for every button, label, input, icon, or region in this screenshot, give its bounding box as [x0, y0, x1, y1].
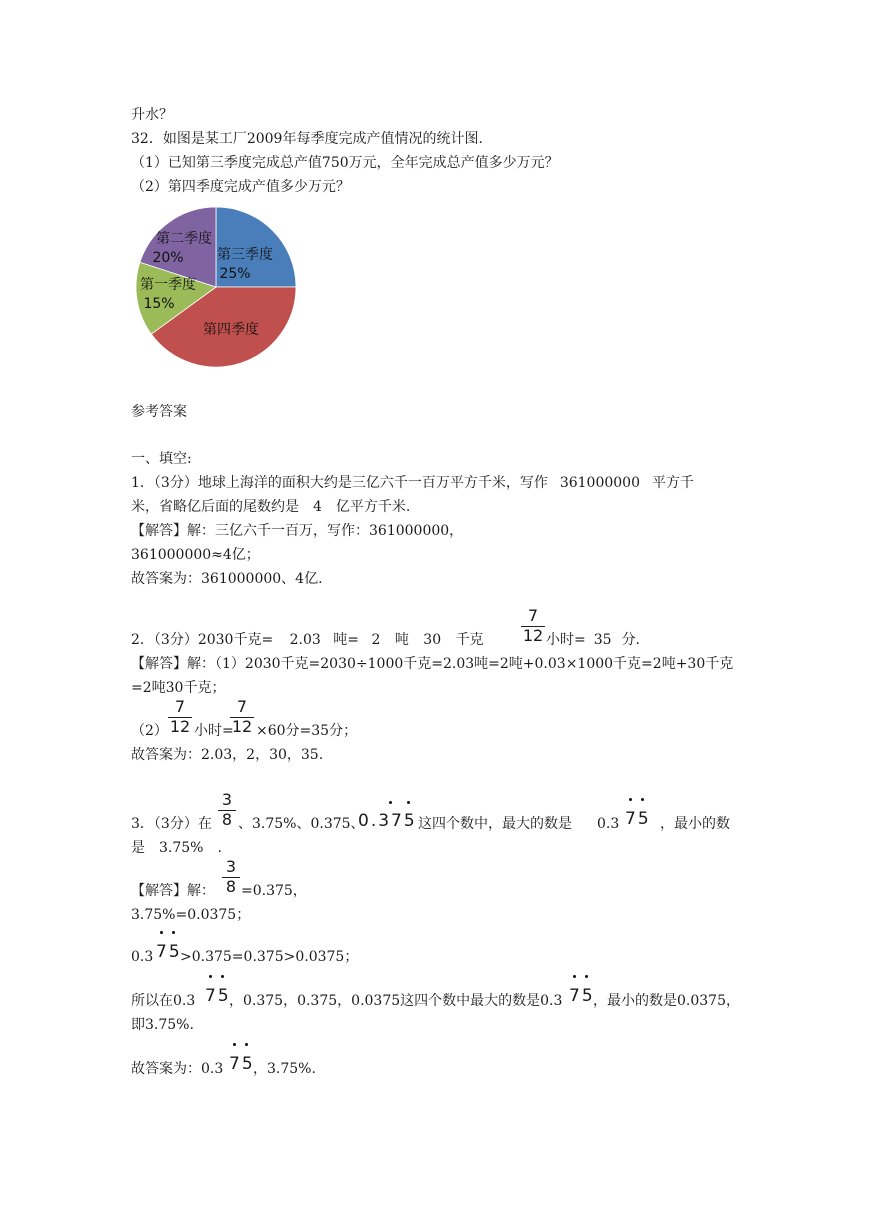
fraction-seven-twelfths: 7 12	[522, 606, 544, 645]
q2-solution-3-end: ×60分=35分；	[256, 723, 358, 739]
fraction-three-eighths: 3 8	[222, 858, 240, 896]
fraction-three-eighths: 3 8	[218, 791, 236, 829]
pie-label-q4: 第四季度	[203, 322, 259, 338]
repeat-dot	[629, 798, 632, 801]
pie-label-q3: 第三季度	[217, 247, 273, 263]
repeating-decimal: 0.375	[358, 811, 417, 831]
repeat-dot	[641, 798, 644, 801]
repeat-dot	[245, 1043, 248, 1046]
quarterly-output-pie-chart	[131, 202, 301, 372]
repeating-tail: 75	[625, 809, 651, 829]
repeat-dot	[573, 975, 576, 978]
question-32-part1: （1）已知第三季度完成总产值750万元，全年完成总产值多少万元？	[131, 155, 559, 171]
q3-solution-1-end: =0.375，	[241, 883, 307, 899]
q1-answer-rounded: 4	[313, 499, 322, 515]
repeat-dot	[172, 931, 175, 934]
repeating-tail: 75	[569, 986, 595, 1006]
fraction-seven-twelfths: 7 12	[169, 697, 191, 736]
q2-solution-3-prefix: （2）	[131, 723, 168, 739]
q3-solution-4-end: ，最小的数是0.0375，	[593, 993, 740, 1009]
q3-line1-end: ，最小的数	[660, 816, 730, 832]
pie-label-q2: 第二季度	[156, 231, 212, 247]
question-32-part2: （2）第四季度完成产值多少万元？	[131, 179, 350, 195]
q3-solution-3-prefix: 0.3	[131, 949, 154, 965]
q2-answer-2: 2	[371, 632, 381, 648]
repeat-dot	[407, 801, 410, 804]
repeat-dot	[160, 931, 163, 934]
q1-solution-3: 故答案为：361000000、4亿.	[131, 571, 323, 587]
q3-answer-min: 3.75%	[159, 840, 204, 856]
q1-line1: 1．（3分）地球上海洋的面积大约是三亿六千一百万平方千米，写作 361000000 平方千	[131, 475, 694, 491]
q2-solution-3-mid: 小时=	[194, 723, 234, 739]
q2-solution-4: 故答案为：2.03，2，30，35.	[131, 747, 324, 763]
repeating-tail: 75	[156, 942, 182, 962]
q3-solution-3-end: >0.375=0.375>0.0375；	[180, 949, 359, 965]
reference-answers-heading: 参考答案	[131, 404, 187, 420]
pie-percent-q2: 20%	[152, 250, 184, 266]
q3-line1-prefix: 3．（3分）在	[131, 816, 212, 832]
q1-solution-1: 【解答】解：三亿六千一百万，写作：361000000，	[131, 523, 464, 539]
q3-line1-mid: 、3.75%、0.375、	[238, 816, 365, 832]
q1-answer-written: 361000000	[559, 475, 640, 491]
q2-line1: 2．（3分）2030千克= 2.03 吨= 2 吨 30 千克	[131, 632, 484, 648]
repeat-dot	[585, 975, 588, 978]
q3-solution-2: 3.75%=0.0375；	[131, 907, 251, 923]
q3-answer-max-prefix: 0.3	[597, 816, 620, 832]
repeating-tail: 75	[229, 1054, 255, 1074]
q3-solution-6-prefix: 故答案为：0.3	[131, 1061, 224, 1077]
repeat-dot	[233, 1043, 236, 1046]
q2-solution-1: 【解答】解：（1）2030千克=2030÷1000千克=2.03吨=2吨+0.03×1000千克=2吨+30千克	[131, 656, 734, 672]
q1-solution-2: 361000000≈4亿；	[131, 547, 260, 563]
q3-solution-4-mid: ，0.375，0.375，0.0375这四个数中最大的数是0.3	[229, 993, 563, 1009]
q3-solution-6-end: ，3.75%.	[253, 1061, 316, 1077]
repeating-tail: 75	[205, 986, 231, 1006]
q3-line2: 是 3.75% .	[131, 840, 222, 856]
pie-percent-q3: 25%	[219, 266, 251, 282]
q3-solution-5: 即3.75%.	[131, 1017, 194, 1033]
repeat-dot	[209, 975, 212, 978]
q2-line1-tail: 小时= 35 分.	[546, 632, 641, 648]
q1-line2: 米，省略亿后面的尾数约是 4 亿平方千米.	[131, 499, 411, 515]
q2-solution-2: =2吨30千克；	[131, 680, 226, 696]
text-line: 升水？	[131, 107, 173, 123]
fraction-seven-twelfths: 7 12	[231, 697, 253, 736]
section-heading: 一、填空:	[131, 451, 192, 467]
question-32-title: 32．如图是某工厂2009年每季度完成产值情况的统计图.	[131, 131, 483, 147]
pie-percent-q1: 15%	[143, 296, 175, 312]
q2-answer-1: 2.03	[289, 632, 321, 648]
pie-label-q1: 第一季度	[140, 277, 196, 293]
q2-answer-4: 35	[593, 632, 612, 648]
q3-solution-1-prefix: 【解答】解：	[131, 883, 215, 899]
q2-answer-3: 30	[423, 632, 442, 648]
repeat-dot	[389, 801, 392, 804]
q3-solution-4-prefix: 所以在0.3	[131, 993, 196, 1009]
repeat-dot	[221, 975, 224, 978]
q3-line1-mid2: 这四个数中，最大的数是	[418, 816, 572, 832]
